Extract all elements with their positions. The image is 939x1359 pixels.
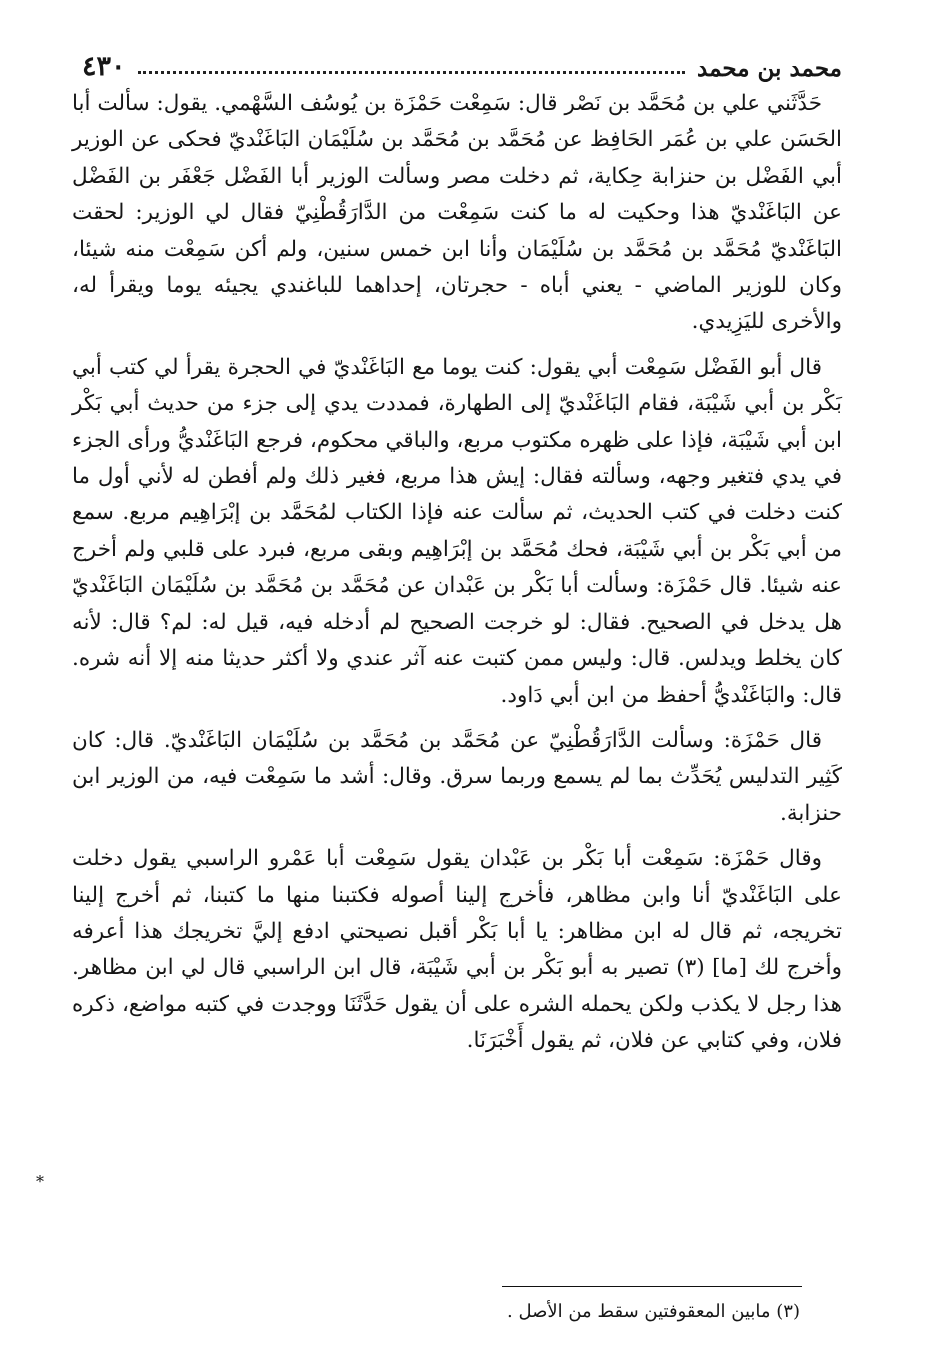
margin-asterisk-mark: *	[36, 1172, 44, 1191]
footnote-separator	[502, 1286, 802, 1287]
paragraph: وقال حَمْزَة: سَمِعْت أبا بَكْر بن عَبْدان يقول سَمِعْت أبا عَمْرو الراسبي يقول دخلت على البَاغَنْديّ أنا وابن مظاهر، فأخرج إلينا أصوله فكتبنا منها ما كتبنا، ثم أخرج إلينا تخريجه، ثم قال له ابن مظاهر: يا أبا بَكْر أقبل نصيحتي ادفع إليَّ تخريجك هذا أعرفه وأخرج لك [ما] (٣) تصير به أبو بَكْر بن أبي شَيْبَة، قال ابن الراسبي قال لي ابن مظاهر. هذا رجل لا يكذب ولكن يحمله الشره على أن يقول حَدَّثَنَا ووجدت في كتبه مواضع، ذكره فلان، وفي كتابي عن فلان، ثم يقول أَخْبَرَنَا.	[72, 846, 842, 1054]
body-text	[72, 86, 842, 1069]
footnote: (٣) مابين المعقوفتين سقط من الأصل .	[507, 1301, 800, 1322]
paragraph: حَدَّثَني علي بن مُحَمَّد بن نَصْر قال: سَمِعْت حَمْزَة بن يُوسُف السَّهْمي. يقول: سألت أبا الحَسَن علي بن عُمَر الحَافِظ عن مُحَمَّد بن مُحَمَّد بن سُلَيْمَان البَاغَنْديّ فحكى عن الوزير أبي الفَضْل بن حنزابة حِكاية، ثم دخلت مصر وسألت الوزير أبا الفَضْل جَعْفَر بن الفَضْل عن البَاغَنْديّ هذا وحكيت له ما كنت سَمِعْت من الدَّارَقُطْنِيّ فقال لي الوزير: لحقت البَاغَنْديّ مُحَمَّد بن مُحَمَّد بن سُلَيْمَان وأنا ابن خمس سنين، ولم أكن سَمِعْت منه شيئا، وكان للوزير الماضي - يعني أباه - حجرتان، إحداهما للباغندي يجيئه يوما ويقرأ له، والأخرى لليَزِيدي.	[72, 91, 842, 335]
page-header	[82, 40, 842, 80]
header-leader-dots	[138, 71, 685, 74]
paragraph: قال حَمْزَة: وسألت الدَّارَقُطْنِيّ عن مُحَمَّد بن مُحَمَّد بن سُلَيْمَان البَاغَنْديّ. قال: كان كَثِير التدليس يُحَدِّث بما لم يسمع وربما سرق. وقال: أشد ما سَمِعْت فيه، من الوزير ابن حنزابة.	[72, 727, 842, 826]
page-number: ٤٣٠	[82, 51, 126, 82]
paragraph: قال أبو الفَضْل سَمِعْت أبي يقول: كنت يوما مع البَاغَنْديّ في الحجرة يقرأ لي كتب أبي بَكْر بن أبي شَيْبَة، فقام البَاغَنْديّ إلى الطهارة، فمددت يدي إلى جزء من حديث أبي بَكْر ابن أبي شَيْبَة، فإذا على ظهره مكتوب مربع، والباقي محكوم، فرجع البَاغَنْديُّ ورأى الجزء في يدي فتغير وجهه، وسألته فقال: إيش هذا مربع، فغير ذلك ولم أفطن له لأني أول ما كنت دخلت في كتب الحديث، ثم سألت عنه فإذا الكتاب لمُحَمَّد بن إبْرَاهِيم مربع. سمع من أبي بَكْر بن أبي شَيْبَة، فحك مُحَمَّد بن إبْرَاهِيم وبقى مربع، فبرد على قلبي ولم أخرج عنه شيئا. قال حَمْزَة: وسألت أبا بَكْر بن عَبْدان عن مُحَمَّد بن مُحَمَّد بن سُلَيْمَان البَاغَنْديّ هل يدخل في الصحيح. فقال: لو خرجت الصحيح لم أدخله فيه، قيل له: لم؟ قال: لأنه كان يخلط ويدلس. قال: وليس ممن كتبت عنه آثر عندي ولا أكثر حديثا منه إلا أنه شره. قال: والبَاغَنْديُّ أحفظ من ابن أبي دَاود.	[72, 354, 842, 708]
running-head: محمد بن محمد	[697, 55, 842, 82]
